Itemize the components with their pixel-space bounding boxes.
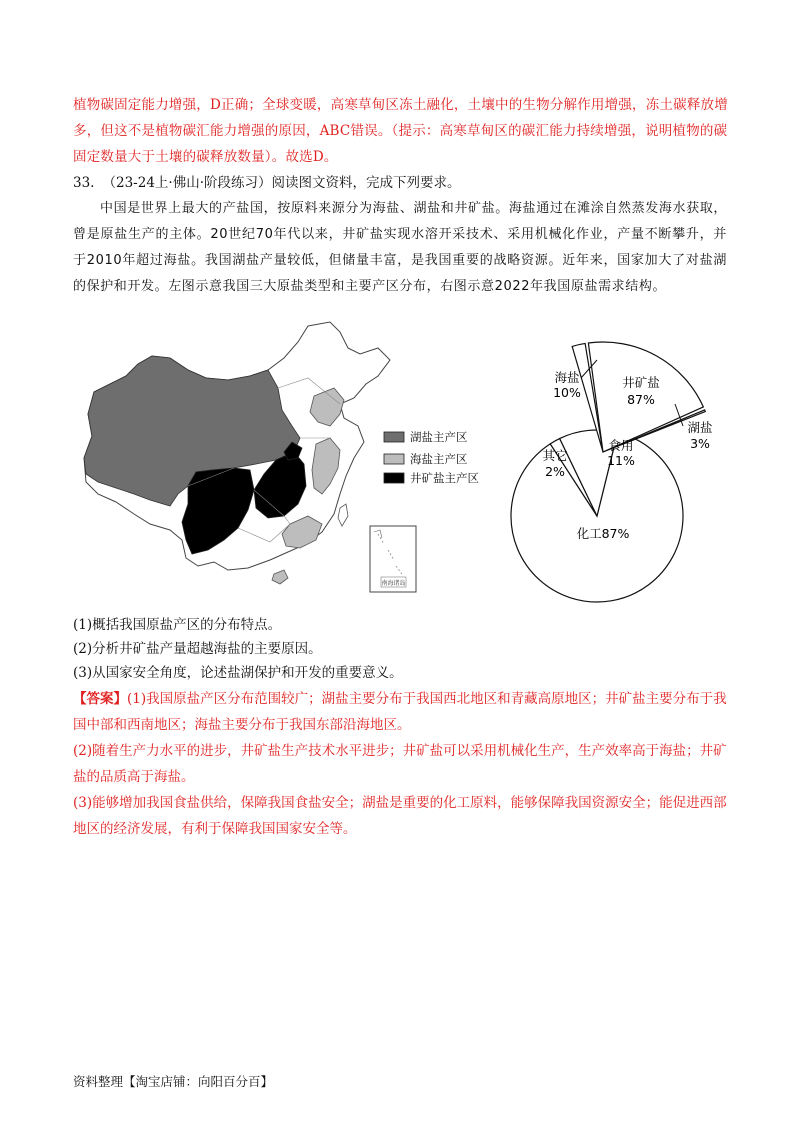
question-header	[73, 170, 729, 196]
label-well-name: 井矿盐	[622, 375, 660, 390]
label-sea-name: 海盐	[554, 370, 580, 385]
page-footer: 资料整理【淘宝店铺：向阳百分百】	[73, 1074, 274, 1089]
question-passage: 中国是世界上最大的产盐国，按原料来源分为海盐、湖盐和井矿盐。海盐通过在滩涂自然蒸发海水获取，曾是原盐生产的主体。20世纪70年代以来，井矿盐实现水溶开采技术、采用机械化作业，产量不断攀升，并于2010年超过海盐。我国湖盐产量较低，但储量丰富，是我国重要的战略资源。近年来，国家加大了对盐湖的保护和开发。左图示意我国三大原盐类型和主要产区分布，右图示意2022年我国原盐需求结构。	[73, 201, 727, 294]
legend-swatch-well	[384, 473, 404, 483]
answer-1-text: (1)我国原盐产区分布范围较广；湖盐主要分布于我国西北地区和青藏高原地区；井矿盐主要分布于我国中部和西南地区；海盐主要分布于我国东部沿海地区。	[73, 691, 727, 733]
answer-tag: 【答案】	[73, 691, 127, 707]
previous-answer-text: 植物碳固定能力增强，D正确；全球变暖，高寒草甸区冻土融化，土壤中的生物分解作用增强，冻土碳释放增多，但这不是植物碳汇能力增强的原因，ABC错误。（提示：高寒草甸区的碳汇能力持续增强，说明植物的碳固定数量大于土壤的碳释放数量）。故选D。	[73, 97, 728, 165]
label-food-pct: 11%	[607, 453, 635, 468]
label-well-pct: 87%	[627, 392, 655, 407]
taiwan-island	[338, 504, 348, 526]
label-food-name: 食用	[608, 438, 634, 453]
label-chem: 化工87%	[576, 526, 630, 541]
subquestion-3: (3)从国家安全角度，论述盐湖保护和开发的重要意义。	[73, 665, 403, 681]
legend-label-well: 井矿盐主产区	[410, 471, 479, 485]
salt-demand-pie-chart	[505, 330, 713, 600]
inset-label: 南海诸岛	[381, 580, 406, 587]
label-other-pct: 2%	[545, 464, 565, 479]
answer-part-2: (2)随着生产力水平的进步，井矿盐生产技术水平进步；井矿盐可以采用机械化生产，生产效率高于海盐；井矿盐的品质高于海盐。	[73, 743, 727, 785]
subquestion-2: (2)分析井矿盐产量超越海盐的主要原因。	[73, 641, 322, 657]
subquestion-1: (1)概括我国原盐产区的分布特点。	[73, 617, 282, 633]
hainan-island	[272, 570, 288, 584]
label-lake-name: 湖盐	[687, 420, 713, 435]
answer-part-3: (3)能够增加我国食盐供给，保障我国食盐安全；湖盐是重要的化工原料，能够保障我国资源安全；能促进西部地区的经济发展，有利于保障我国国家安全等。	[73, 795, 727, 837]
label-other-name: 其它	[542, 448, 568, 463]
label-sea-pct: 10%	[553, 385, 581, 400]
china-salt-map	[78, 318, 498, 598]
question-source: （23-24上·佛山·阶段练习）阅读图文资料，完成下列要求。	[102, 175, 461, 191]
legend-label-lake: 湖盐主产区	[410, 430, 468, 444]
legend-swatch-sea	[384, 454, 404, 464]
label-lake-pct: 3%	[690, 436, 710, 451]
legend-swatch-lake	[384, 432, 404, 442]
answer-part-1	[73, 686, 729, 738]
legend-label-sea: 海盐主产区	[410, 452, 468, 466]
question-number: 33.	[73, 175, 95, 191]
